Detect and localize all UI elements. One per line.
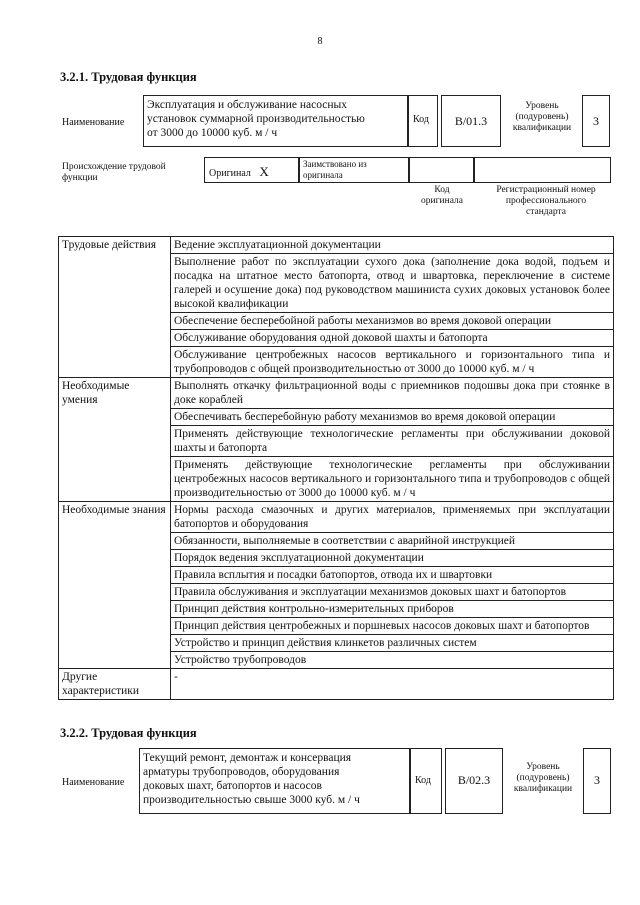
table-cell: Обслуживание центробежных насосов вертикального и горизонтального типа и трубопроводов с общей производительностью от 3000 до 10000 куб. м / ч xyxy=(171,347,614,378)
table-cell: Применять действующие технологические регламенты при обслуживании доковой шахты и батопорта xyxy=(171,426,614,457)
table-cell: Ведение эксплуатационной документации xyxy=(171,237,614,254)
origin-label: Происхождение трудовой функции xyxy=(62,162,166,183)
table-cell: Устройство трубопроводов xyxy=(171,652,614,669)
table-row xyxy=(59,378,614,409)
origin-code-label: Код оригинала xyxy=(421,185,463,206)
reg-number-label: Регистрационный номер профессионального стандарта xyxy=(496,185,596,217)
function-name-line: установок суммарной производительностью xyxy=(147,113,365,125)
original-checkmark: X xyxy=(259,164,269,179)
category-skills: Необходимые умения xyxy=(59,378,171,502)
level-label-2: Уровень (подуровень) квалификации xyxy=(513,762,573,794)
table-cell: Правила всплытия и посадки батопортов, отвода их и швартовки xyxy=(171,567,614,584)
table-cell: - xyxy=(171,669,614,700)
code-value-2: В/02.3 xyxy=(445,748,503,814)
table-cell: Правила обслуживания и эксплуатации механизмов доковых шахт и батопортов xyxy=(171,584,614,601)
level-label-1: Уровень (подуровень) квалификации xyxy=(512,101,572,133)
reg-number-cell xyxy=(474,157,611,183)
function-name-line: арматуры трубопроводов, оборудования xyxy=(143,766,340,778)
table-cell: Устройство и принцип действия клинкетов различных систем xyxy=(171,635,614,652)
original-cell: Оригинал X xyxy=(204,157,299,183)
function-name-line: от 3000 до 10000 куб. м / ч xyxy=(147,127,278,139)
table-cell: Нормы расхода смазочных и других материалов, применяемых при эксплуатации батопортов и оборудования xyxy=(171,502,614,533)
table-row xyxy=(59,237,614,254)
table-row xyxy=(59,669,614,700)
function-name-line: Текущий ремонт, демонтаж и консервация xyxy=(143,752,352,764)
table-cell: Обязанности, выполняемые в соответствии с аварийной инструкцией xyxy=(171,533,614,550)
table-cell: Обеспечение бесперебойной работы механизмов во время доковой операции xyxy=(171,313,614,330)
function-name-line: производительностью свыше 3000 куб. м / ч xyxy=(143,794,360,806)
code-label-1: Код xyxy=(408,95,438,147)
code-value-1: В/01.3 xyxy=(441,95,501,147)
table-cell: Выполнять откачку фильтрационной воды с приемников подошвы дока при стоянке в доке кораблей xyxy=(171,378,614,409)
table-cell: Применять действующие технологические регламенты при обслуживании центробежных насосов вертикального и горизонтального типа и трубопроводов с общей производительностью от 3000 до 10000 куб. м / ч xyxy=(171,457,614,502)
category-other: Другие характеристики xyxy=(59,669,171,700)
function-name-box-2 xyxy=(139,748,410,814)
labor-function-table xyxy=(58,236,614,700)
page-number: 8 xyxy=(317,36,323,47)
borrowed-cell: Заимствовано из оригинала xyxy=(299,157,409,183)
function-name-box-1 xyxy=(143,95,408,147)
table-cell: Принцип действия центробежных и поршневых насосов доковых шахт и батопортов xyxy=(171,618,614,635)
level-value-2: 3 xyxy=(583,748,611,814)
function-name-line: доковых шахт, батопортов и насосов xyxy=(143,780,322,792)
name-label-1: Наименование xyxy=(62,117,125,128)
section-title-1: 3.2.1. Трудовая функция xyxy=(60,70,197,84)
category-knowledge: Необходимые знания xyxy=(59,502,171,669)
level-value-1: 3 xyxy=(582,95,610,147)
table-cell: Принцип действия контрольно-измерительных приборов xyxy=(171,601,614,618)
table-cell: Обслуживание оборудования одной доковой шахты и батопорта xyxy=(171,330,614,347)
table-cell: Выполнение работ по эксплуатации сухого дока (заполнение дока водой, подъем и посадка на штатное место батопорта, отвод и швартовка, переключение в системе галерей и осушение дока) под руководством машиниста сухих доковых установок более высокой квалификации xyxy=(171,254,614,313)
origin-code-cell xyxy=(409,157,474,183)
category-actions: Трудовые действия xyxy=(59,237,171,378)
table-cell: Порядок ведения эксплуатационной документации xyxy=(171,550,614,567)
table-cell: Обеспечивать бесперебойную работу механизмов во время доковой операции xyxy=(171,409,614,426)
name-label-2: Наименование xyxy=(62,777,125,788)
section-title-2: 3.2.2. Трудовая функция xyxy=(60,726,197,740)
function-name-line: Эксплуатация и обслуживание насосных xyxy=(147,99,348,111)
code-label-2: Код xyxy=(410,748,442,814)
table-row xyxy=(59,502,614,533)
